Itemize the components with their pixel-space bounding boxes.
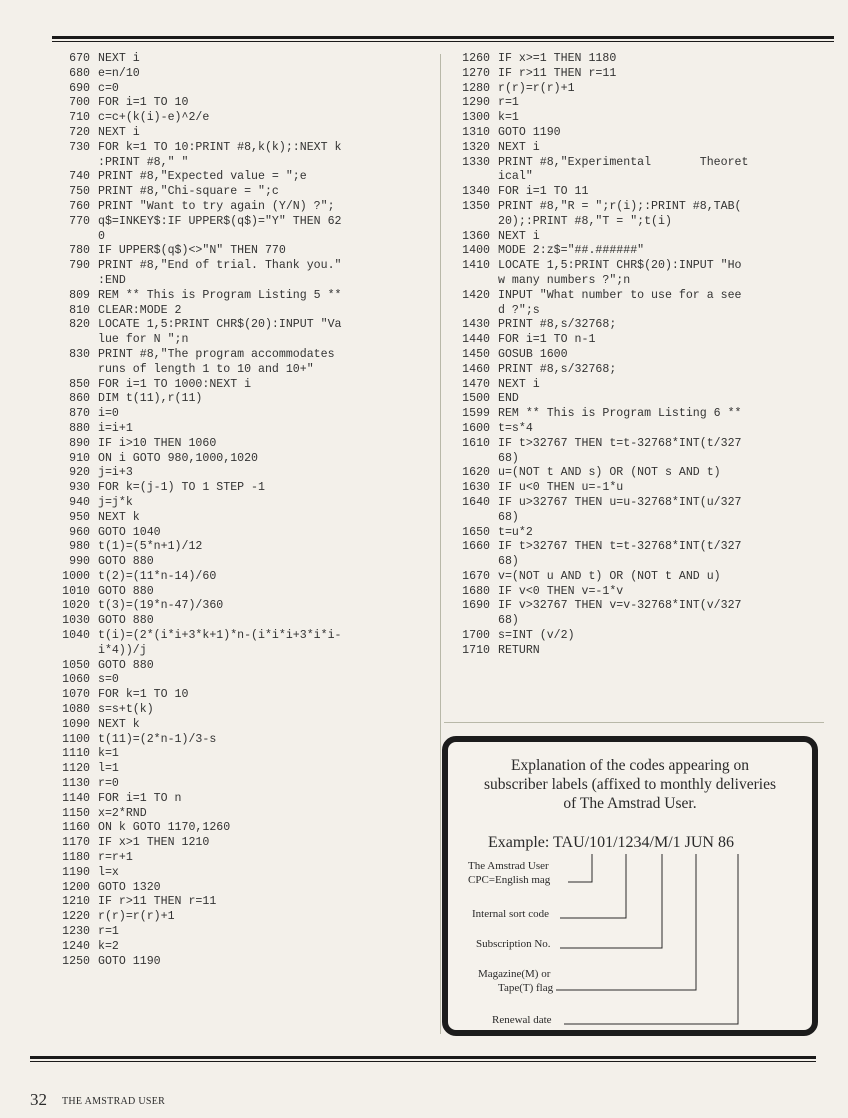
code-text: NEXT i [98, 125, 140, 139]
code-text: GOTO 1190 [98, 954, 161, 968]
code-text: FOR k=(j-1) TO 1 STEP -1 [98, 481, 265, 495]
line-number: 1360 [462, 229, 490, 243]
code-text: GOTO 880 [98, 555, 154, 569]
listing-line [40, 318, 440, 348]
listing-end-rule [444, 722, 824, 723]
code-text: NEXT i [498, 377, 540, 391]
listing-line [40, 392, 440, 407]
line-number: 1350 [462, 199, 490, 213]
subscriber-code-explanation-box [442, 736, 818, 1036]
code-text: k=2 [98, 939, 119, 953]
listing-line [440, 67, 842, 82]
listing-line [40, 52, 440, 67]
listing-line [40, 940, 440, 955]
line-number: 730 [69, 140, 90, 154]
listing-line [40, 851, 440, 866]
listing-line [40, 67, 440, 82]
bottom-rule [30, 1056, 816, 1059]
code-text: t(1)=(5*n+1)/12 [98, 540, 203, 554]
line-number: 910 [69, 451, 90, 465]
line-number: 680 [69, 66, 90, 80]
code-text: s=0 [98, 673, 119, 687]
program-listing-left [40, 52, 440, 969]
code-text: NEXT k [98, 510, 140, 524]
line-number: 1040 [62, 629, 90, 643]
line-number: 809 [69, 288, 90, 302]
listing-line [440, 348, 842, 363]
listing-line [440, 422, 842, 437]
code-text: PRINT #8,"End of trial. Thank you." :END [98, 259, 342, 287]
line-number: 1410 [462, 259, 490, 273]
publication-name: THE AMSTRAD USER [62, 1096, 166, 1107]
listing-line [440, 644, 842, 659]
code-text: FOR i=1 TO 1000:NEXT i [98, 377, 252, 391]
line-number: 1120 [62, 762, 90, 776]
listing-line [40, 555, 440, 570]
code-text: t(11)=(2*n-1)/3-s [98, 732, 217, 746]
listing-line [40, 96, 440, 111]
code-text: DIM t(11),r(11) [98, 392, 203, 406]
listing-line [40, 925, 440, 940]
listing-line [440, 333, 842, 348]
line-number: 760 [69, 199, 90, 213]
code-text: r(r)=r(r)+1 [98, 910, 175, 924]
code-text: GOTO 880 [98, 658, 154, 672]
listing-line [440, 363, 842, 378]
code-text: s=s+t(k) [98, 703, 154, 717]
line-number: 1070 [62, 688, 90, 702]
listing-line [40, 688, 440, 703]
line-number: 1260 [462, 52, 490, 65]
code-text: IF t>32767 THEN t=t-32768*INT(t/327 68) [498, 540, 742, 569]
top-rule-thin [52, 41, 834, 42]
code-text: PRINT #8,"Expected value = ";e [98, 170, 307, 184]
code-text: CLEAR:MODE 2 [98, 303, 182, 317]
listing-line [40, 141, 440, 171]
top-rule [52, 36, 834, 39]
listing-line [440, 496, 842, 526]
code-text: GOTO 1040 [98, 525, 161, 539]
listing-line [40, 614, 440, 629]
code-text: LOCATE 1,5:PRINT CHR$(20):INPUT "Ho w many numbers ?";n [498, 259, 742, 287]
line-number: 1020 [62, 599, 90, 613]
listing-line [40, 955, 440, 970]
line-number: 1630 [462, 481, 490, 495]
listing-line [440, 540, 842, 570]
code-text: IF u>32767 THEN u=u-32768*INT(u/327 68) [498, 495, 742, 524]
listing-line [40, 452, 440, 467]
listing-line [40, 629, 440, 659]
listing-line [40, 895, 440, 910]
line-number: 990 [69, 555, 90, 569]
line-number: 820 [69, 318, 90, 332]
listing-line [40, 762, 440, 777]
listing-line [40, 599, 440, 614]
code-text: PRINT #8,s/32768; [498, 362, 617, 376]
line-number: 1280 [462, 81, 490, 95]
code-text: GOTO 1190 [498, 125, 561, 139]
line-number: 890 [69, 436, 90, 450]
code-text: GOSUB 1600 [498, 347, 568, 361]
listing-line [440, 289, 842, 319]
listing-line [40, 570, 440, 585]
line-number: 1160 [62, 821, 90, 835]
line-number: 1030 [62, 614, 90, 628]
listing-line [40, 422, 440, 437]
line-number: 790 [69, 259, 90, 273]
line-number: 1599 [462, 407, 490, 421]
line-number: 1440 [462, 333, 490, 347]
line-number: 1310 [462, 125, 490, 139]
line-number: 700 [69, 96, 90, 110]
listing-line [40, 259, 440, 289]
code-text: r=0 [98, 777, 119, 791]
line-number: 1660 [462, 540, 490, 554]
listing-line [40, 733, 440, 748]
listing-line [440, 52, 842, 67]
code-text: FOR k=1 TO 10:PRINT #8,k(k);:NEXT k :PRINT #8," " [98, 140, 342, 169]
listing-line [440, 481, 842, 496]
code-text: c=0 [98, 81, 119, 95]
code-text: r=r+1 [98, 851, 133, 865]
bottom-rule-thin [30, 1061, 816, 1062]
code-text: PRINT #8,"The program accommodates runs of length 1 to 10 and 10+" [98, 347, 335, 376]
line-number: 770 [69, 214, 90, 228]
line-number: 1460 [462, 362, 490, 376]
label-tape: Tape(T) flag [498, 982, 554, 994]
code-text: ON k GOTO 1170,1260 [98, 821, 231, 835]
code-text: t=u*2 [498, 525, 533, 539]
line-number: 1100 [62, 732, 90, 746]
line-number: 1190 [62, 865, 90, 879]
line-number: 1400 [462, 244, 490, 258]
listing-line [40, 304, 440, 319]
code-text: FOR i=1 TO 11 [498, 185, 589, 199]
code-text: l=x [98, 865, 119, 879]
listing-line [40, 378, 440, 393]
listing-line [40, 185, 440, 200]
line-number: 1170 [62, 836, 90, 850]
listing-line [440, 526, 842, 541]
code-text: IF v>32767 THEN v=v-32768*INT(v/327 68) [498, 599, 742, 628]
line-number: 720 [69, 125, 90, 139]
code-text: PRINT #8,"R = ";r(i);:PRINT #8,TAB( 20);:PRINT #8,"T = ";t(i) [498, 199, 742, 228]
listing-line [40, 170, 440, 185]
listing-line [440, 585, 842, 600]
listing-line [40, 348, 440, 378]
code-text: END [498, 392, 519, 406]
line-number: 1060 [62, 673, 90, 687]
line-number: 1250 [62, 954, 90, 968]
listing-line [40, 836, 440, 851]
listing-line [440, 599, 842, 629]
listing-line [40, 807, 440, 822]
code-text: NEXT i [98, 52, 140, 65]
code-text: IF i>10 THEN 1060 [98, 436, 217, 450]
label-renewal: Renewal date [492, 1014, 552, 1026]
line-number: 980 [69, 540, 90, 554]
code-text: v=(NOT u AND t) OR (NOT t AND u) [498, 569, 721, 583]
example-code: Example: TAU/101/1234/M/1 JUN 86 [488, 834, 734, 851]
line-number: 1300 [462, 111, 490, 125]
line-number: 950 [69, 510, 90, 524]
listing-line [440, 244, 842, 259]
line-number: 850 [69, 377, 90, 391]
listing-line [440, 570, 842, 585]
line-number: 1600 [462, 421, 490, 435]
line-number: 1200 [62, 880, 90, 894]
code-text: IF x>=1 THEN 1180 [498, 52, 617, 65]
line-number: 710 [69, 111, 90, 125]
listing-line [440, 318, 842, 333]
listing-line [40, 718, 440, 733]
code-text: IF r>11 THEN r=11 [98, 895, 217, 909]
listing-line [40, 881, 440, 896]
code-text: FOR i=1 TO n-1 [498, 333, 596, 347]
listing-line [440, 126, 842, 141]
listing-line [40, 111, 440, 126]
line-number: 1320 [462, 140, 490, 154]
code-text: INPUT "What number to use for a see d ?";s [498, 288, 742, 317]
line-number: 1470 [462, 377, 490, 391]
code-text: NEXT i [498, 229, 540, 243]
box-title-line: of The Amstrad User. [563, 795, 697, 812]
line-number: 1130 [62, 777, 90, 791]
line-number: 1110 [62, 747, 90, 761]
line-number: 1650 [462, 525, 490, 539]
listing-line [40, 585, 440, 600]
code-text: r=1 [98, 925, 119, 939]
code-text: k=1 [98, 747, 119, 761]
line-number: 960 [69, 525, 90, 539]
listing-line [440, 156, 842, 186]
code-text: s=INT (v/2) [498, 629, 575, 643]
line-number: 750 [69, 185, 90, 199]
listing-line [40, 496, 440, 511]
listing-line [440, 378, 842, 393]
line-number: 1000 [62, 569, 90, 583]
code-text: PRINT #8,"Chi-square = ";c [98, 185, 279, 199]
listing-line [40, 407, 440, 422]
code-text: l=1 [98, 762, 119, 776]
listing-line [40, 747, 440, 762]
listing-line [440, 82, 842, 97]
line-number: 940 [69, 495, 90, 509]
label-magazine: Magazine(M) or [478, 968, 551, 980]
line-number: 930 [69, 481, 90, 495]
line-number: 830 [69, 347, 90, 361]
listing-line [440, 185, 842, 200]
listing-line [40, 540, 440, 555]
code-text: REM ** This is Program Listing 5 ** [98, 288, 342, 302]
code-text: IF r>11 THEN r=11 [498, 66, 617, 80]
line-number: 1620 [462, 466, 490, 480]
listing-line [40, 200, 440, 215]
code-text: NEXT i [498, 140, 540, 154]
code-text: c=c+(k(i)-e)^2/e [98, 111, 210, 125]
line-number: 1430 [462, 318, 490, 332]
line-number: 1140 [62, 791, 90, 805]
listing-line [440, 96, 842, 111]
code-text: IF u<0 THEN u=-1*u [498, 481, 624, 495]
code-text: IF v<0 THEN v=-1*v [498, 584, 624, 598]
code-text: e=n/10 [98, 66, 140, 80]
code-text: LOCATE 1,5:PRINT CHR$(20):INPUT "Va lue for N ";n [98, 318, 342, 347]
code-text: FOR k=1 TO 10 [98, 688, 189, 702]
line-number: 1710 [462, 643, 490, 657]
code-text: j=i+3 [98, 466, 133, 480]
code-text: r(r)=r(r)+1 [498, 81, 575, 95]
code-text: PRINT #8,"Experimental Theoret ical" [498, 155, 749, 184]
code-text: i=0 [98, 407, 119, 421]
label-cpc: CPC=English mag [468, 874, 551, 886]
box-title-line: Explanation of the codes appearing on [510, 757, 750, 774]
code-text: i=i+1 [98, 421, 133, 435]
line-number: 920 [69, 466, 90, 480]
code-text: r=1 [498, 96, 519, 110]
line-number: 1050 [62, 658, 90, 672]
code-text: k=1 [498, 111, 519, 125]
listing-line [440, 466, 842, 481]
line-number: 860 [69, 392, 90, 406]
listing-line [40, 821, 440, 836]
line-number: 1500 [462, 392, 490, 406]
line-number: 1240 [62, 939, 90, 953]
line-number: 1290 [462, 96, 490, 110]
code-text: ON i GOTO 980,1000,1020 [98, 451, 259, 465]
line-number: 740 [69, 170, 90, 184]
line-number: 1330 [462, 155, 490, 169]
code-text: REM ** This is Program Listing 6 ** [498, 407, 742, 421]
code-leader-lines [448, 742, 812, 1030]
line-number: 780 [69, 244, 90, 258]
code-text: t=s*4 [498, 421, 533, 435]
line-number: 1220 [62, 910, 90, 924]
listing-line [40, 777, 440, 792]
label-amstrad-user: The Amstrad User [468, 860, 549, 872]
listing-line [440, 407, 842, 422]
code-text: GOTO 880 [98, 584, 154, 598]
line-number: 1090 [62, 717, 90, 731]
line-number: 1670 [462, 569, 490, 583]
listing-line [440, 437, 842, 467]
line-number: 1340 [462, 185, 490, 199]
code-text: GOTO 880 [98, 614, 154, 628]
line-number: 1680 [462, 584, 490, 598]
code-text: q$=INKEY$:IF UPPER$(q$)="Y" THEN 62 0 [98, 214, 342, 243]
code-text: MODE 2:z$="##.######" [498, 244, 645, 258]
listing-line [40, 82, 440, 97]
code-text: x=2*RND [98, 806, 147, 820]
line-number: 1210 [62, 895, 90, 909]
listing-line [440, 629, 842, 644]
code-text: NEXT k [98, 717, 140, 731]
line-number: 1640 [462, 495, 490, 509]
listing-line [40, 526, 440, 541]
program-listing-right [440, 52, 842, 659]
code-text: PRINT #8,s/32768; [498, 318, 617, 332]
line-number: 1150 [62, 806, 90, 820]
line-number: 1450 [462, 347, 490, 361]
listing-line [440, 111, 842, 126]
code-text: IF t>32767 THEN t=t-32768*INT(t/327 68) [498, 436, 742, 465]
listing-line [40, 866, 440, 881]
line-number: 670 [69, 52, 90, 65]
code-text: FOR i=1 TO n [98, 791, 182, 805]
code-text: GOTO 1320 [98, 880, 161, 894]
label-internal-sort: Internal sort code [472, 908, 549, 920]
code-text: t(2)=(11*n-14)/60 [98, 569, 217, 583]
line-number: 1080 [62, 703, 90, 717]
listing-line [40, 437, 440, 452]
line-number: 810 [69, 303, 90, 317]
code-text: PRINT "Want to try again (Y/N) ?"; [98, 199, 335, 213]
line-number: 1690 [462, 599, 490, 613]
listing-line [40, 215, 440, 245]
line-number: 1420 [462, 288, 490, 302]
listing-line [440, 200, 842, 230]
code-text: IF x>1 THEN 1210 [98, 836, 210, 850]
listing-line [40, 792, 440, 807]
box-title-line: subscriber labels (affixed to monthly deliveries [484, 776, 776, 793]
line-number: 1180 [62, 851, 90, 865]
code-text: IF UPPER$(q$)<>"N" THEN 770 [98, 244, 286, 258]
listing-line [40, 466, 440, 481]
listing-line [440, 259, 842, 289]
line-number: 880 [69, 421, 90, 435]
listing-line [40, 126, 440, 141]
label-subscription: Subscription No. [476, 938, 551, 950]
listing-line [40, 511, 440, 526]
page-number: 32 [30, 1090, 47, 1109]
line-number: 1270 [462, 66, 490, 80]
line-number: 870 [69, 407, 90, 421]
code-text: RETURN [498, 643, 540, 657]
listing-line [40, 481, 440, 496]
code-text: FOR i=1 TO 10 [98, 96, 189, 110]
line-number: 1230 [62, 925, 90, 939]
code-text: j=j*k [98, 495, 133, 509]
listing-line [440, 230, 842, 245]
code-text: t(i)=(2*(i*i+3*k+1)*n-(i*i*i+3*i*i- i*4))/j [98, 629, 342, 657]
listing-line [40, 703, 440, 718]
listing-line [40, 289, 440, 304]
line-number: 1010 [62, 584, 90, 598]
listing-line [440, 392, 842, 407]
code-text: t(3)=(19*n-47)/360 [98, 599, 224, 613]
line-number: 690 [69, 81, 90, 95]
listing-line [40, 910, 440, 925]
code-text: u=(NOT t AND s) OR (NOT s AND t) [498, 466, 721, 480]
listing-line [440, 141, 842, 156]
listing-line [40, 673, 440, 688]
line-number: 1700 [462, 629, 490, 643]
listing-line [40, 244, 440, 259]
listing-line [40, 659, 440, 674]
line-number: 1610 [462, 436, 490, 450]
